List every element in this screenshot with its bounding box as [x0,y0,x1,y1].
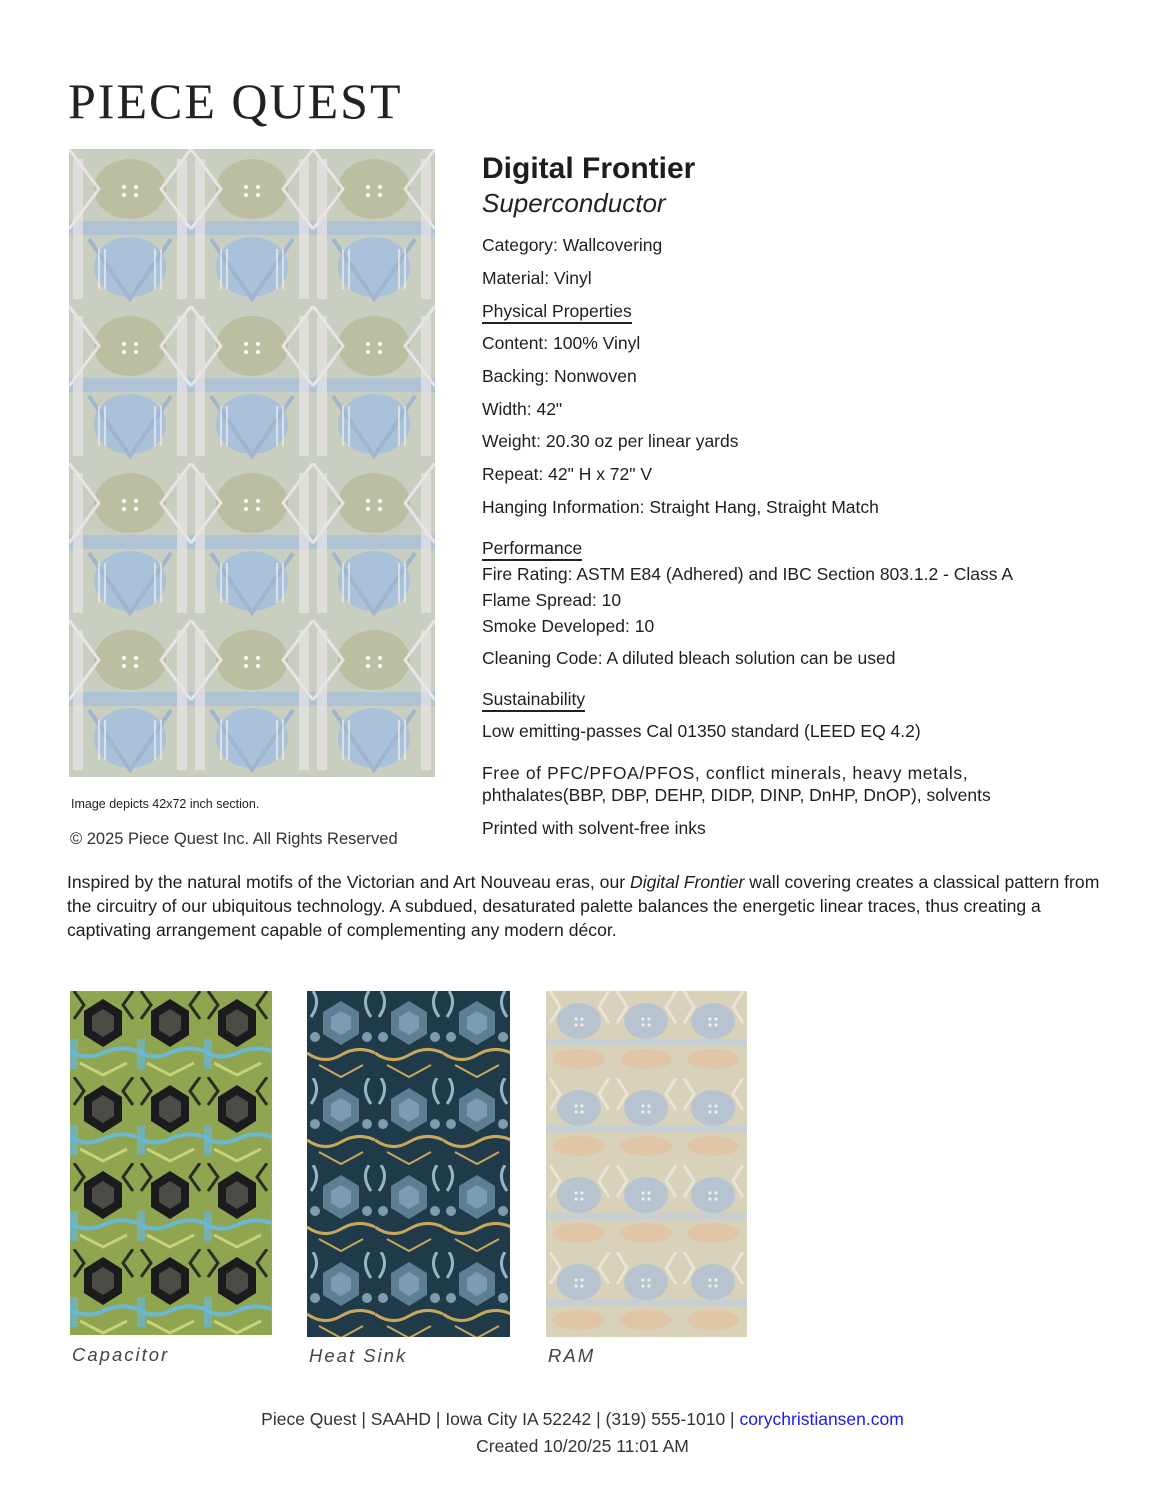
material-row: Material: Vinyl [482,268,592,288]
cleaning-code-row: Cleaning Code: A diluted bleach solution can be used [482,648,896,668]
created-timestamp: Created 10/20/25 11:01 AM [476,1436,689,1456]
main-pattern-image [69,149,435,777]
alt-swatch-capacitor [70,991,272,1335]
alt-label-capacitor: Capacitor [72,1344,170,1365]
printed-with-row: Printed with solvent-free inks [482,818,706,838]
sustainability-heading: Sustainability [482,688,585,712]
alt-label-ram: RAM [548,1345,596,1366]
superconductor-pattern [69,149,435,777]
brand-logo: PIECE QUEST [68,73,403,129]
width-row: Width: 42" [482,399,563,419]
copyright-notice: © 2025 Piece Quest Inc. All Rights Reserved [70,830,398,848]
category-row: Category: Wallcovering [482,235,663,255]
alt-label-heat-sink: Heat Sink [309,1345,408,1366]
flame-spread-row: Flame Spread: 10 [482,590,622,610]
backing-row: Backing: Nonwoven [482,366,637,386]
repeat-row: Repeat: 42" H x 72" V [482,464,653,484]
product-colorway: Superconductor [482,188,666,218]
product-details [482,152,1122,838]
alt-swatch-heat-sink [307,991,510,1337]
low-emitting-row: Low emitting-passes Cal 01350 standard (LEED EQ 4.2) [482,721,921,741]
page-footer [0,1406,1165,1460]
performance-heading: Performance [482,537,582,561]
footer-info: Piece Quest | SAAHD | Iowa City IA 52242 | (319) 555-1010 | corychristiansen.com [261,1409,904,1429]
heat-sink-pattern [307,991,510,1337]
weight-row: Weight: 20.30 oz per linear yards [482,431,739,451]
free-of-line-1: Free of PFC/PFOA/PFOS, conflict minerals, heavy metals, [482,763,969,783]
product-title: Digital Frontier [482,152,696,185]
smoke-developed-row: Smoke Developed: 10 [482,616,655,636]
alt-swatch-ram [546,991,747,1337]
free-of-line-2: phthalates(BBP, DBP, DEHP, DIDP, DINP, DnHP, DnOP), solvents [482,785,991,805]
description-emphasis: Digital Frontier [630,872,745,892]
content-row: Content: 100% Vinyl [482,333,641,353]
physical-properties-heading: Physical Properties [482,300,632,324]
hanging-row: Hanging Information: Straight Hang, Straight Match [482,497,879,517]
ram-pattern [546,991,747,1337]
image-caption: Image depicts 42x72 inch section. [71,797,260,811]
capacitor-pattern [70,991,272,1335]
website-link[interactable]: corychristiansen.com [739,1409,904,1429]
product-description: Inspired by the natural motifs of the Victorian and Art Nouveau eras, our Digital Frontier wall covering creates a classical pattern from the circuitry of our ubiquitous technology. A subdued, desaturated palette balances the energetic linear traces, thus creating a captivating arrangement capable of complementing any modern décor. [67,872,1100,940]
fire-rating-row: Fire Rating: ASTM E84 (Adhered) and IBC Section 803.1.2 - Class A [482,564,1014,584]
